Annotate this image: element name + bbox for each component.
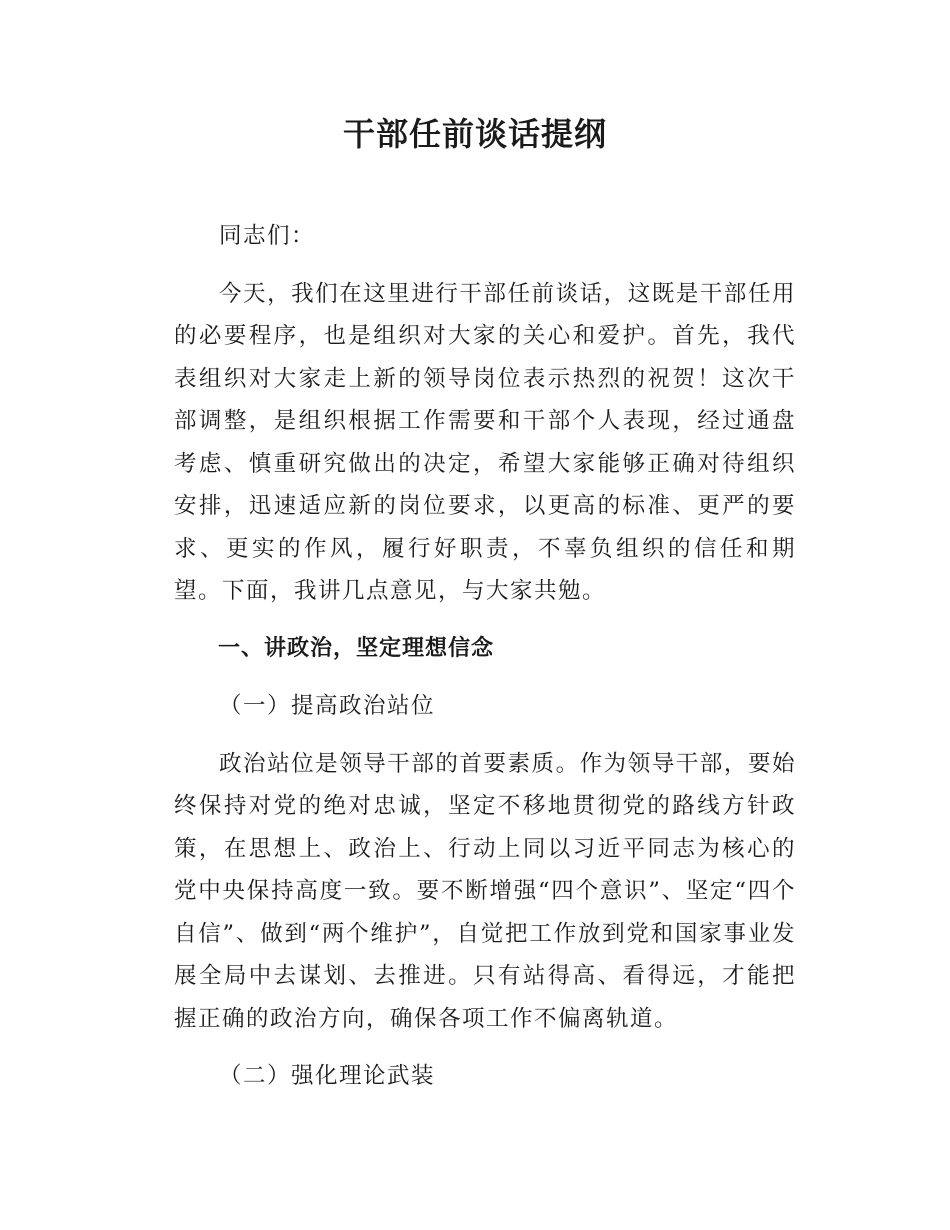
document-body [174,215,796,1113]
document-title: 干部任前谈话提纲 [342,115,607,153]
subsection-1-paragraph: 政治站位是领导干部的首要素质。作为领导干部，要始终保持对党的绝对忠诚，坚定不移地贯彻党的路线方针政策，在思想上、政治上、行动上同以习近平同志为核心的党中央保持高度一致。要不断增强“四个意识”、坚定“四个自信”、做到“两个维护”，自觉把工作放到党和国家事业发展全局中去谋划、去推进。只有站得高、看得远，才能把握正确的政治方向，确保各项工作不偏离轨道。 [174,750,796,1032]
subsection-2-heading: （二）强化理论武装 [219,1063,436,1089]
section-1-heading: 一、讲政治，坚定理想信念 [218,635,495,661]
intro-paragraph: 今天，我们在这里进行干部任前谈话，这既是干部任用的必要程序，也是组织对大家的关心和爱护。首先，我代表组织对大家走上新的领导岗位表示热烈的祝贺！这次干部调整，是组织根据工作需要和干部个人表现，经过通盘考虑、慎重研究做出的决定，希望大家能够正确对待组织安排，迅速适应新的岗位要求，以更高的标准、更严的要求、更实的作风，履行好职责，不辜负组织的信任和期望。下面，我讲几点意见，与大家共勉。 [174,280,796,604]
subsection-1-heading: （一）提高政治站位 [219,693,436,719]
salutation: 同志们： [219,223,316,249]
